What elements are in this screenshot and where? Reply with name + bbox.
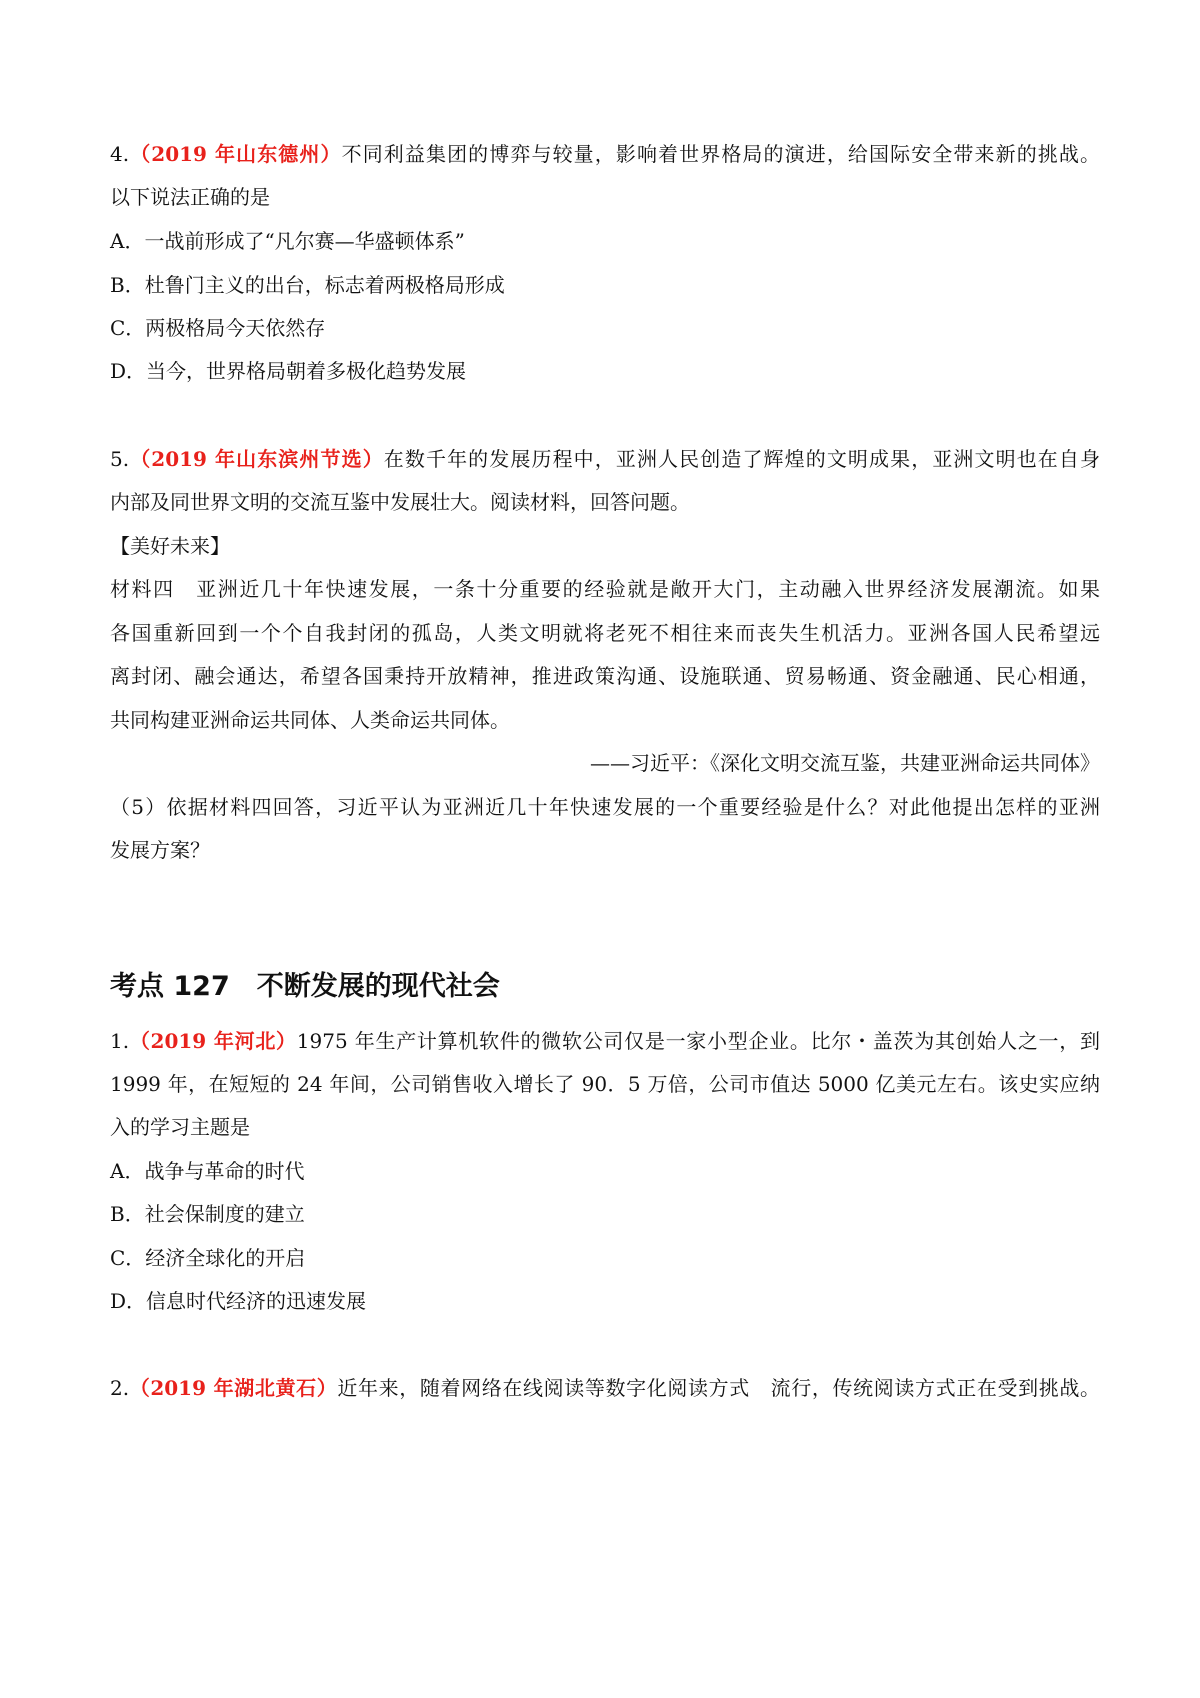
q5-citation: ——习近平：《深化文明交流互鉴，共建亚洲命运共同体》 — [590, 751, 1100, 775]
s1-option-d: D．信息时代经济的迅速发展 — [110, 1289, 367, 1313]
s1-option-b: B．社会保制度的建立 — [110, 1202, 305, 1226]
q5-section-label: 【美好未来】 — [110, 534, 230, 558]
q4-stem-line-1 — [110, 140, 1100, 168]
s1-stem-line-3: 入的学习主题是 — [110, 1115, 250, 1139]
q5-material-line-3: 离封闭、融会通达，希望各国秉持开放精神，推进政策沟通、设施联通、贸易畅通、资金融通、民心相通， — [110, 664, 1100, 688]
q4-source: （2019 年山东德州） — [129, 142, 342, 166]
s2-source: （2019 年湖北黄石） — [129, 1376, 338, 1400]
q5-material-line-2: 各国重新回到一个个自我封闭的孤岛，人类文明就将老死不相往来而丧失生机活力。亚洲各国人民希望远 — [110, 621, 1100, 645]
q5-stem-text: 在数千年的发展历程中，亚洲人民创造了辉煌的文明成果，亚洲文明也在自身 — [383, 447, 1100, 471]
s1-number: 1. — [110, 1029, 130, 1053]
q5-question-line-1: （5）依据材料四回答，习近平认为亚洲近几十年快速发展的一个重要经验是什么？对此他提出怎样的亚洲 — [110, 795, 1100, 819]
s2-stem-text: 近年来，随着网络在线阅读等数字化阅读方式 流行，传统阅读方式正在受到挑战。 — [337, 1376, 1100, 1400]
s2-stem-line-1 — [110, 1374, 1100, 1402]
q5-material-line-1: 材料四 亚洲近几十年快速发展，一条十分重要的经验就是敞开大门，主动融入世界经济发展潮流。如果 — [110, 577, 1100, 601]
s1-stem-line-2: 1999 年，在短短的 24 年间，公司销售收入增长了 90．5 万倍，公司市值达 5000 亿美元左右。该史实应纳 — [110, 1072, 1100, 1096]
s2-number: 2. — [110, 1376, 130, 1400]
q5-question-line-2: 发展方案？ — [110, 838, 210, 862]
q5-number: 5. — [110, 447, 130, 471]
section-heading: 考点 127 不断发展的现代社会 — [110, 971, 500, 1002]
q4-option-c: C．两极格局今天依然存 — [110, 316, 326, 340]
q4-option-a: A．一战前形成了“凡尔赛—华盛顿体系” — [110, 229, 465, 253]
q5-stem-line-1 — [110, 445, 1100, 473]
s1-source: （2019 年河北） — [129, 1029, 297, 1053]
q5-source: （2019 年山东滨州节选） — [129, 447, 384, 471]
q5-material-line-4: 共同构建亚洲命运共同体、人类命运共同体。 — [110, 708, 510, 732]
q4-option-b: B．杜鲁门主义的出台，标志着两极格局形成 — [110, 273, 505, 297]
s1-option-c: C．经济全球化的开启 — [110, 1246, 306, 1270]
q4-option-d: D．当今，世界格局朝着多极化趋势发展 — [110, 359, 467, 383]
q4-stem-text: 不同利益集团的博弈与较量，影响着世界格局的演进，给国际安全带来新的挑战。 — [341, 142, 1100, 166]
s1-option-a: A．战争与革命的时代 — [110, 1159, 305, 1183]
document-page — [110, 0, 1100, 1698]
q4-stem-line-2: 以下说法正确的是 — [110, 185, 270, 209]
s1-stem-text: 1975 年生产计算机软件的微软公司仅是一家小型企业。比尔・盖茨为其创始人之一，到 — [296, 1029, 1100, 1053]
q4-number: 4. — [110, 142, 130, 166]
s1-stem-line-1 — [110, 1027, 1100, 1055]
q5-stem-line-2: 内部及同世界文明的交流互鉴中发展壮大。阅读材料，回答问题。 — [110, 490, 690, 514]
